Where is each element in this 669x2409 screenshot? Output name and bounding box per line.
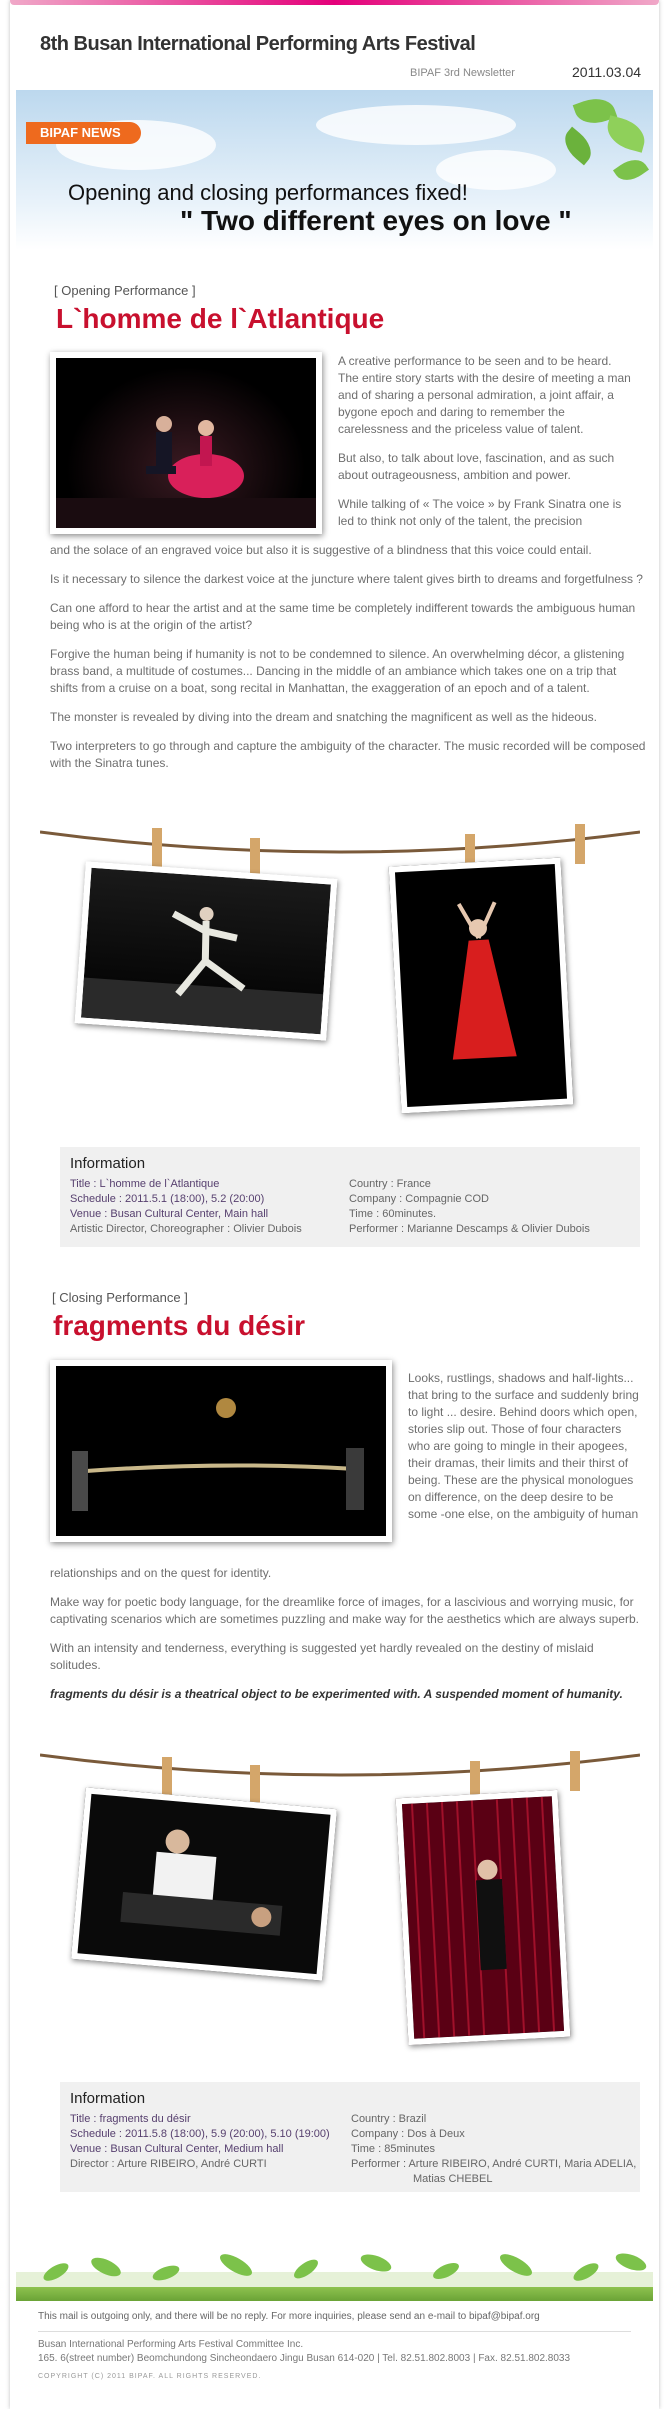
opening-full-paragraph: Can one afford to hear the artist and at the same time be completely indifferent towards the ambiguous human being who is at the origin of the artist? — [50, 601, 636, 632]
performers-image — [56, 358, 316, 528]
leaf-icon — [613, 153, 649, 187]
opening-photo-singer — [389, 858, 574, 1114]
closing-info-performer-cont: Matias CHEBEL — [413, 2173, 493, 2185]
footer-divider — [38, 2331, 631, 2332]
closing-full-paragraph: relationships and on the quest for identity. — [50, 1566, 272, 1580]
closing-info-heading: Information — [70, 2090, 146, 2107]
closing-info-title: Title : fragments du désir — [70, 2113, 191, 2125]
newsletter-date: 2011.03.04 — [572, 64, 642, 80]
opening-info-time: Time : 60minutes. — [349, 1208, 437, 1220]
newsletter-issue: BIPAF 3rd Newsletter — [410, 67, 515, 79]
singer-image — [395, 864, 567, 1107]
closing-main-photo — [50, 1360, 392, 1542]
closing-emphasis: fragments du désir is a theatrical object to be experimented with. A suspended moment of humanity. — [50, 1687, 623, 1701]
closing-photo-duo — [71, 1787, 337, 1980]
opening-full-paragraph: The monster is revealed by diving into the dream and snatching the magnificent as well as the hideous. — [50, 710, 597, 724]
opening-category: [ Opening Performance ] — [54, 283, 196, 298]
closing-full-paragraph: Make way for poetic body language, for the dreamlike force of images, for a lascivious and worrying music, for captivating scenarios which are sometimes puzzling and make way for the aesthetics which are always superb. — [50, 1595, 639, 1626]
leaf-icon — [558, 127, 598, 166]
opening-info-heading: Information — [70, 1155, 146, 1172]
footer-copyright: COPYRIGHT (C) 2011 BIPAF. ALL RIGHTS RESERVED. — [38, 2373, 262, 2380]
opening-info-right — [349, 1177, 590, 1237]
opening-photo-dancer — [75, 861, 338, 1040]
festival-title: 8th Busan International Performing Arts Festival — [40, 33, 476, 55]
opening-info-performer: Performer : Marianne Descamps & Olivier Dubois — [349, 1223, 590, 1235]
opening-side-text — [338, 353, 634, 530]
footer-bar — [16, 2287, 653, 2301]
closing-info-company: Company : Dos à Deux — [351, 2128, 465, 2140]
stage-rope-image — [56, 1366, 386, 1536]
newsletter-frame — [10, 0, 659, 2409]
opening-info-country: Country : France — [349, 1178, 431, 1190]
closing-info-left — [70, 2112, 330, 2172]
closing-info-country: Country : Brazil — [351, 2113, 427, 2125]
opening-full-text — [50, 542, 646, 784]
opening-info-title: Title : L`homme de l`Atlantique — [70, 1178, 220, 1190]
footer-notice: This mail is outgoing only, and there will be no reply. For more inquiries, please send an e-mail to bipaf@bipaf.org — [38, 2311, 540, 2322]
opening-side-paragraph: While talking of « The voice » by Frank Sinatra one is led to think not only of the talent, the precision — [338, 497, 622, 528]
opening-full-paragraph: Forgive the human being if humanity is not to be condemned to silence. An overwhelming décor, a glistening brass band, a multitude of costumes... Dancing in the middle of an ambiance which takes one on a trip that shifts from a cruise on a boat, song recital in Manhattan, the exaggeration of an epoch and of a talent. — [50, 647, 625, 695]
closing-info-time: Time : 85minutes — [351, 2143, 435, 2155]
closing-title: fragments du désir — [53, 1310, 306, 1341]
opening-title: L`homme de l`Atlantique — [56, 303, 385, 334]
opening-side-paragraph: But also, to talk about love, fascination, and as such about outrageousness, ambition and power. — [338, 451, 615, 482]
closing-photo-curtain — [396, 1790, 571, 2045]
grass-decoration — [16, 2217, 653, 2297]
opening-main-photo — [50, 352, 322, 534]
closing-info-box — [60, 2082, 640, 2192]
closing-full-text — [50, 1565, 646, 1715]
closing-info-right — [351, 2112, 636, 2187]
leaf-icon — [603, 115, 649, 152]
closing-info-schedule: Schedule : 2011.5.8 (18:00), 5.9 (20:00), 5.10 (19:00) — [70, 2128, 330, 2140]
closing-info-venue: Venue : Busan Cultural Center, Medium hall — [70, 2143, 284, 2155]
top-accent-line — [10, 0, 659, 5]
footer — [16, 2287, 653, 2409]
headline-line1: Opening and closing performances fixed! — [68, 180, 468, 205]
opening-full-paragraph: Two interpreters to go through and capture the ambiguity of the character. The music recorded will be composed with the Sinatra tunes. — [50, 739, 646, 770]
headline-line2: " Two different eyes on love " — [180, 205, 572, 236]
footer-address: 165. 6(street number) Beomchundong Sincheondaero Jingu Busan 614-020 | Tel. 82.51.802.8003 | Fax. 82.51.802.8033 — [38, 2353, 571, 2364]
closing-side-paragraph: Looks, rustlings, shadows and half-lights... that bring to the surface and suddenly bring to light ... desire. Behind doors which open, stories slip out. Those of four characters who are going to mingle in their apogees, their dramas, their limits and their thirst of being. These are the physical monologues on difference, on the deep desire to be some -one else, on the ambiguity of human — [408, 1371, 639, 1521]
closing-info-director: Director : Arture RIBEIRO, André CURTI — [70, 2158, 267, 2170]
cloud-shape — [316, 105, 516, 145]
opening-info-director: Artistic Director, Choreographer : Olivier Dubois — [70, 1223, 302, 1235]
dancer-image — [81, 868, 331, 1034]
closing-info-performer: Performer : Arture RIBEIRO, André CURTI, Maria ADELIA, — [351, 2158, 637, 2170]
duo-image — [77, 1794, 330, 1974]
footer-org: Busan International Performing Arts Festival Committee Inc. — [38, 2339, 304, 2350]
closing-full-paragraph: With an intensity and tenderness, everything is suggested yet hardly revealed on the destiny of mislaid solitudes. — [50, 1641, 594, 1672]
opening-info-left — [70, 1177, 302, 1237]
opening-info-company: Company : Compagnie COD — [349, 1193, 490, 1205]
opening-full-paragraph: Is it necessary to silence the darkest voice at the juncture where talent gives birth to dreams and forgetfulness ? — [50, 572, 643, 586]
opening-info-box — [60, 1147, 640, 1247]
bipaf-news-badge: BIPAF NEWS — [26, 122, 141, 144]
closing-side-text — [408, 1370, 644, 1523]
opening-side-paragraph: A creative performance to be seen and to be heard. The entire story starts with the desire of meeting a man and of sharing a personal admiration, a joint affair, a bygone epoch and daring to remember the carelessness and the priceless value of talent. — [338, 354, 631, 436]
opening-info-venue: Venue : Busan Cultural Center, Main hall — [70, 1208, 269, 1220]
closing-category: [ Closing Performance ] — [52, 1290, 188, 1305]
opening-info-schedule: Schedule : 2011.5.1 (18:00), 5.2 (20:00) — [70, 1193, 265, 1205]
opening-full-paragraph: and the solace of an engraved voice but also it is suggestive of a blindness that this voice could entail. — [50, 543, 592, 557]
curtain-image — [402, 1796, 564, 2039]
